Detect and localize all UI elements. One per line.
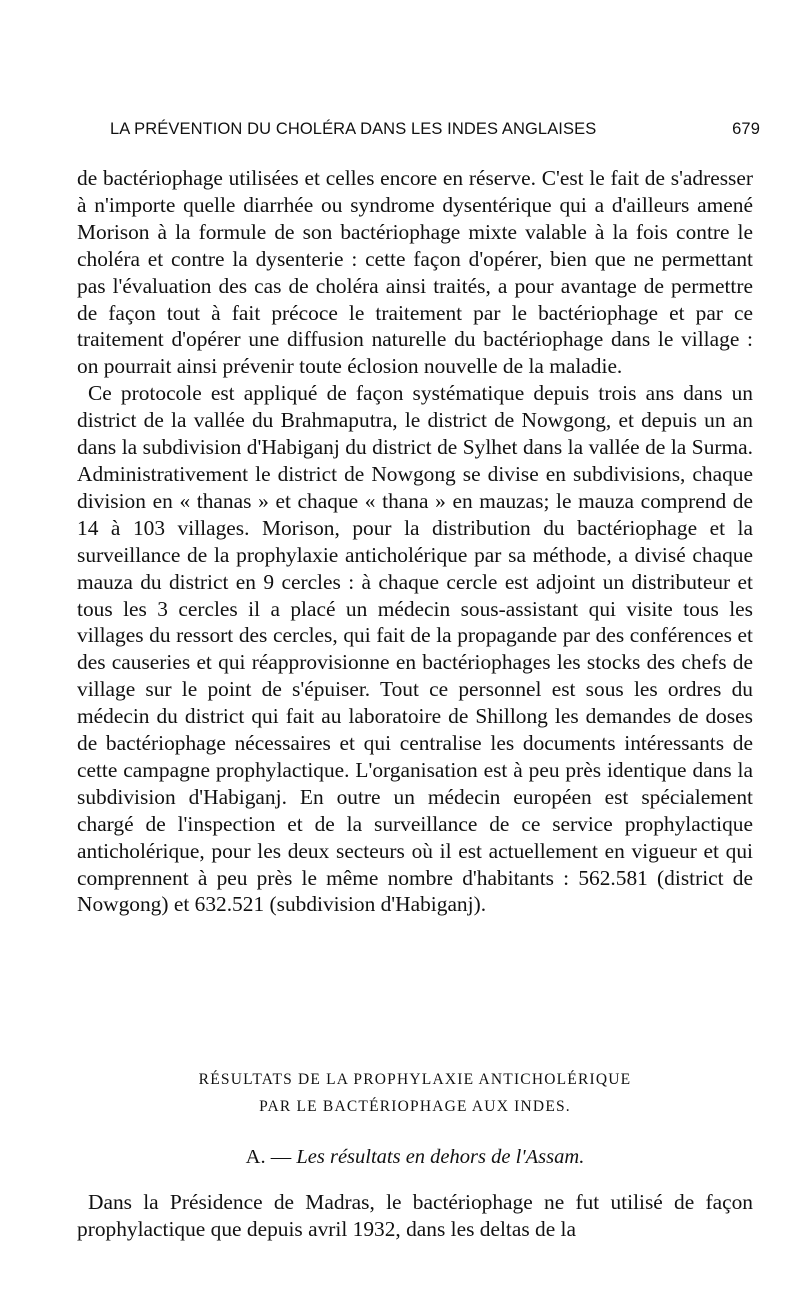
final-text xyxy=(77,1189,753,1243)
paragraph-protocol: Ce protocole est appliqué de façon systématique depuis trois ans dans un district de la vallée du Brahmaputra, le district de Nowgong, et depuis un an dans la subdivision d'Habiganj du district de Sylhet dans la vallée de la Surma. Administrativement le district de Nowgong se divise en subdivisions, chaque division en « thanas » et chaque « thana » en mauzas; le mauza comprend de 14 à 103 villages. Morison, pour la distribution du bactériophage et la surveillance de la prophylaxie anticholérique par sa méthode, a divisé chaque mauza du district en 9 cercles : à chaque cercle est adjoint un distributeur et tous les 3 cercles il a placé un médecin sous-assistant qui visite tous les villages du ressort des cercles, qui fait de la propagande par des conférences et des causeries et qui réapprovisionne en bactériophages les stocks des chefs de village sur le point de s'épuiser. Tout ce personnel est sous les ordres du médecin du district qui fait au laboratoire de Shillong les demandes de doses de bactériophage nécessaires et qui centralise les documents intéressants de cette campagne prophylactique. L'organisation est à peu près identique dans la subdivision d'Habiganj. En outre un médecin européen est spécialement chargé de l'inspection et de la surveillance de ce service prophylactique anticholérique, pour les deux secteurs où il est actuellement en vigueur et qui comprennent à peu près le même nombre d'habitants : 562.581 (district de Nowgong) et 632.521 (subdivision d'Habiganj). xyxy=(77,381,753,917)
subsection-heading xyxy=(77,1144,753,1170)
paragraph-madras: Dans la Présidence de Madras, le bactériophage ne fut utilisé de façon prophylactique que depuis avril 1932, dans les deltas de la xyxy=(77,1190,753,1241)
page-number: 679 xyxy=(732,120,760,138)
running-head-title: LA PRÉVENTION DU CHOLÉRA DANS LES INDES ANGLAISES xyxy=(110,120,597,138)
subsection-title: Les résultats en dehors de l'Assam. xyxy=(296,1146,585,1168)
section-heading xyxy=(77,1066,753,1120)
running-head xyxy=(110,120,760,146)
section-heading-line-2: PAR LE BACTÉRIOPHAGE AUX INDES. xyxy=(259,1098,571,1115)
body-text xyxy=(77,165,753,918)
section-heading-line-1: RÉSULTATS DE LA PROPHYLAXIE ANTICHOLÉRIQUE xyxy=(198,1071,632,1088)
paragraph-continuation: de bactériophage utilisées et celles encore en réserve. C'est le fait de s'adresser à n'importe quelle diarrhée ou syndrome dysentérique qui a d'ailleurs amené Morison à la formule de son bactériophage mixte valable à la fois contre le choléra et contre la dysenterie : cette façon d'opérer, bien que ne permettant pas l'évaluation des cas de choléra ainsi traités, a pour avantage de permettre de façon tout à fait précoce le traitement par le bactériophage et par ce traitement d'opérer une diffusion naturelle du bactériophage dans le village : on pourrait ainsi prévenir toute éclosion nouvelle de la maladie. xyxy=(77,166,753,379)
subsection-label: A. — xyxy=(245,1146,292,1168)
